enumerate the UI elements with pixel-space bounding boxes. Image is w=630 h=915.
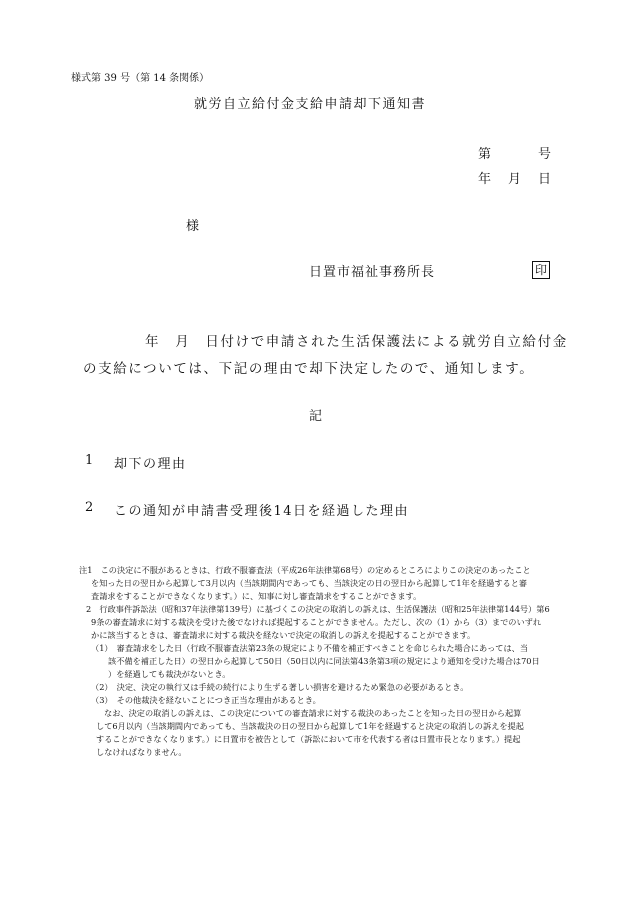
item-2-text: この通知が申請書受理後14日を経過した理由 — [114, 504, 410, 519]
body-line-1: 年 月 日付けで申請された生活保護法による就労自立給付金 — [145, 334, 568, 350]
closing-note-line: なお、決定の取消しの訴えは、この決定についての審査請求に対する裁決のあったことを知った日の翌日から起算 — [104, 708, 522, 718]
note-2-line: 2 行政事件訴訟法（昭和37年法律第139号）に基づくこの決定の取消しの訴えは、生活保護法（昭和25年法律第144号）第6 — [86, 604, 550, 614]
seal-label: 印 — [532, 261, 550, 279]
date-day: 日 — [538, 172, 552, 187]
sub-note-3: （3） その他裁決を経ないことにつき正当な理由があるとき。 — [91, 695, 321, 705]
sub-note-1-line: 該不備を補正した日）の翌日から起算して50日（50日以内に同法第43条第3項の規定により通知を受けた場合は70日 — [108, 656, 540, 666]
addressee-suffix: 様 — [186, 219, 200, 234]
note-2-line: 9条の審査請求に対する裁決を受けた後でなければ提起することができません。ただし、次の（1）から（3）までのいずれ — [91, 617, 542, 627]
sub-note-1-line: ）を経過しても裁決がないとき。 — [108, 669, 231, 679]
document-title: 就労自立給付金支給申請却下通知書 — [194, 97, 427, 112]
note-1-line: 査請求をすることができなくなります。）に、知事に対し審査請求をすることができます。 — [91, 591, 422, 601]
issuer-name: 日置市福祉事務所長 — [309, 265, 436, 280]
date-year: 年 — [478, 172, 492, 187]
closing-note-line: して6月以内（当該期間内であっても、当該裁決の日の翌日から起算して1年を経過すると決定の取消しの訴えを提起 — [96, 721, 524, 731]
form-label: 様式第 39 号（第 14 条関係） — [71, 73, 210, 84]
note-1-line: を知った日の翌日から起算して3月以内（当該期間内であっても、当該決定の日の翌日から起算して1年を経過すると審 — [91, 578, 528, 588]
closing-note-line: することができなくなります。）に日置市を被告として（訴訟において市を代表する者は日置市長となります。）提起 — [96, 734, 521, 744]
item-1-number: 1 — [85, 453, 94, 468]
item-2-number: 2 — [85, 500, 94, 515]
closing-note-line: しなければなりません。 — [96, 747, 187, 757]
note-1-line: 注1 この決定に不服があるときは、行政不服審査法（平成26年法律第68号）の定めるところによりこの決定のあったこと — [79, 565, 531, 575]
note-2-line: かに該当するときは、審査請求に対する裁決を経ないで決定の取消しの訴えを提起することができます。 — [91, 630, 476, 640]
date-month: 月 — [508, 172, 522, 187]
seal-mark — [532, 259, 550, 279]
body-line-2: の支給については、下記の理由で却下決定したので、通知します。 — [83, 361, 535, 377]
number-go: 号 — [538, 147, 552, 162]
item-1-text: 却下の理由 — [114, 457, 187, 472]
sub-note-2: （2） 決定、決定の執行又は手続の続行により生ずる著しい損害を避けるため緊急の必要があるとき。 — [91, 682, 469, 692]
number-dai: 第 — [478, 147, 492, 162]
ki-heading: 記 — [309, 409, 323, 424]
sub-note-1-line: （1） 審査請求をした日（行政不服審査法第23条の規定により不備を補正すべきことを命じられた場合にあっては、当 — [91, 643, 529, 653]
